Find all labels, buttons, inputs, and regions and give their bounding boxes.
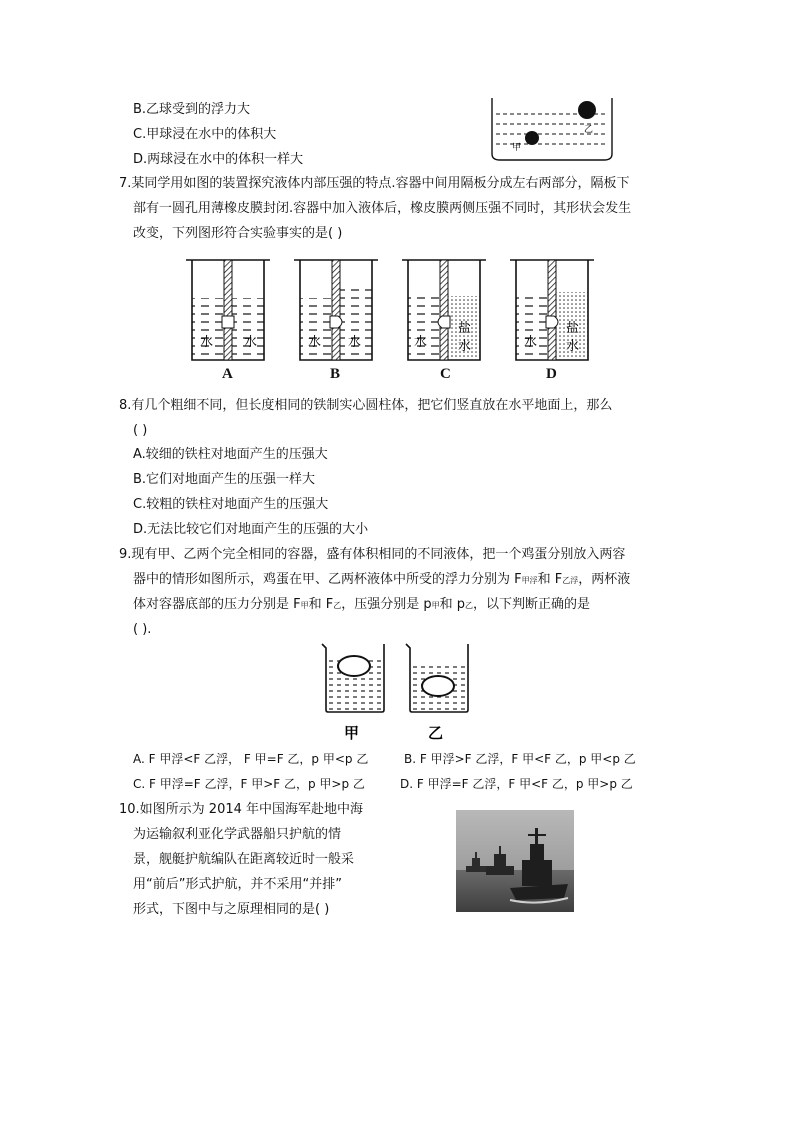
q8-option-d: D.无法比较它们对地面产生的压强的大小 — [133, 522, 369, 537]
egg-jia — [338, 656, 370, 676]
q10-text-line3: 景，舰艇护航编队在距离较近时一般采 — [133, 852, 355, 867]
q6-label-jia: 甲 — [512, 142, 522, 152]
beaker-b — [294, 260, 378, 360]
salt-label: 盐 — [566, 321, 580, 336]
beaker-jia — [322, 644, 384, 712]
q7-text-line3: 改变，下列图形符合实验事实的是( ) — [133, 226, 343, 241]
caption-d: D — [546, 366, 557, 382]
water-label: 水 — [244, 335, 258, 350]
ball-jia — [525, 131, 539, 145]
q10-text-line4: 用“前后”形式护航，并不采用“并排” — [133, 877, 342, 892]
salt-water-label: 水 — [566, 339, 580, 354]
water-label: 水 — [414, 335, 428, 350]
q6-option-c: C.甲球浸在水中的体积大 — [133, 127, 277, 142]
q6-option-d: D.两球浸在水中的体积一样大 — [133, 152, 304, 167]
q8-text-line2: ( ) — [133, 423, 148, 438]
beaker-yi — [406, 644, 468, 712]
q8-option-c: C.较粗的铁柱对地面产生的压强大 — [133, 497, 329, 512]
label-jia: 甲 — [344, 724, 360, 742]
q8-option-a: A.较细的铁柱对地面产生的压强大 — [133, 447, 328, 462]
q9-text-line3: 体对容器底部的压力分别是 F甲和 F乙，压强分别是 p甲和 p乙，以下判断正确的是 — [133, 597, 591, 612]
q6-option-b: B.乙球受到的浮力大 — [133, 102, 251, 117]
beaker-d — [510, 260, 594, 360]
egg-yi — [422, 676, 454, 696]
q6-figure-container — [490, 98, 614, 164]
q9-text-line4: ( ). — [133, 622, 152, 637]
q10-text-line1: 10.如图所示为 2014 年中国海军赴地中海 — [119, 802, 364, 817]
q7-text-line2: 部有一圆孔用薄橡皮膜封闭.容器中加入液体后，橡皮膜两侧压强不同时，其形状会发生 — [133, 201, 632, 216]
salt-water-label: 水 — [458, 339, 472, 354]
ball-yi — [578, 101, 596, 119]
q9-text-line1: 9.现有甲、乙两个完全相同的容器，盛有体积相同的不同液体，把一个鸡蛋分别放入两容 — [119, 547, 626, 562]
q9-text-line2: 器中的情形如图所示，鸡蛋在甲、乙两杯液体中所受的浮力分别为 F甲浮和 F乙浮，两杯液 — [133, 572, 631, 587]
warship-photo — [456, 810, 574, 912]
q9-option-a: A. F 甲浮<F 乙浮， F 甲=F 乙，p 甲<p 乙 — [133, 752, 369, 766]
q9-option-c: C. F 甲浮=F 乙浮，F 甲>F 乙，p 甲>p 乙 — [133, 777, 365, 791]
beaker-a — [186, 260, 270, 360]
q10-text-line2: 为运输叙利亚化学武器船只护航的情 — [133, 827, 342, 842]
q9-figure — [320, 640, 480, 740]
label-yi: 乙 — [428, 724, 444, 742]
q7-figure — [186, 254, 626, 384]
q9-option-b: B. F 甲浮>F 乙浮，F 甲<F 乙，p 甲<p 乙 — [404, 752, 636, 766]
q7-text-line1: 7.某同学用如图的装置探究液体内部压强的特点.容器中间用隔板分成左右两部分，隔板下 — [119, 176, 630, 191]
q10-text-line5: 形式，下图中与之原理相同的是( ) — [133, 902, 330, 917]
q8-text-line1: 8.有几个粗细不同，但长度相同的铁制实心圆柱体，把它们竖直放在水平地面上，那么 — [119, 398, 613, 413]
water-label: 水 — [348, 335, 362, 350]
water-label: 水 — [524, 335, 538, 350]
water-label: 水 — [308, 335, 322, 350]
water-label: 水 — [200, 335, 214, 350]
caption-c: C — [440, 366, 451, 382]
caption-b: B — [330, 366, 341, 382]
salt-label: 盐 — [458, 321, 472, 336]
q6-label-yi: 乙 — [584, 124, 594, 134]
caption-a: A — [222, 366, 233, 382]
q8-option-b: B.它们对地面产生的压强一样大 — [133, 472, 316, 487]
beaker-c — [402, 260, 486, 360]
q9-option-d: D. F 甲浮=F 乙浮，F 甲<F 乙，p 甲>p 乙 — [400, 777, 633, 791]
